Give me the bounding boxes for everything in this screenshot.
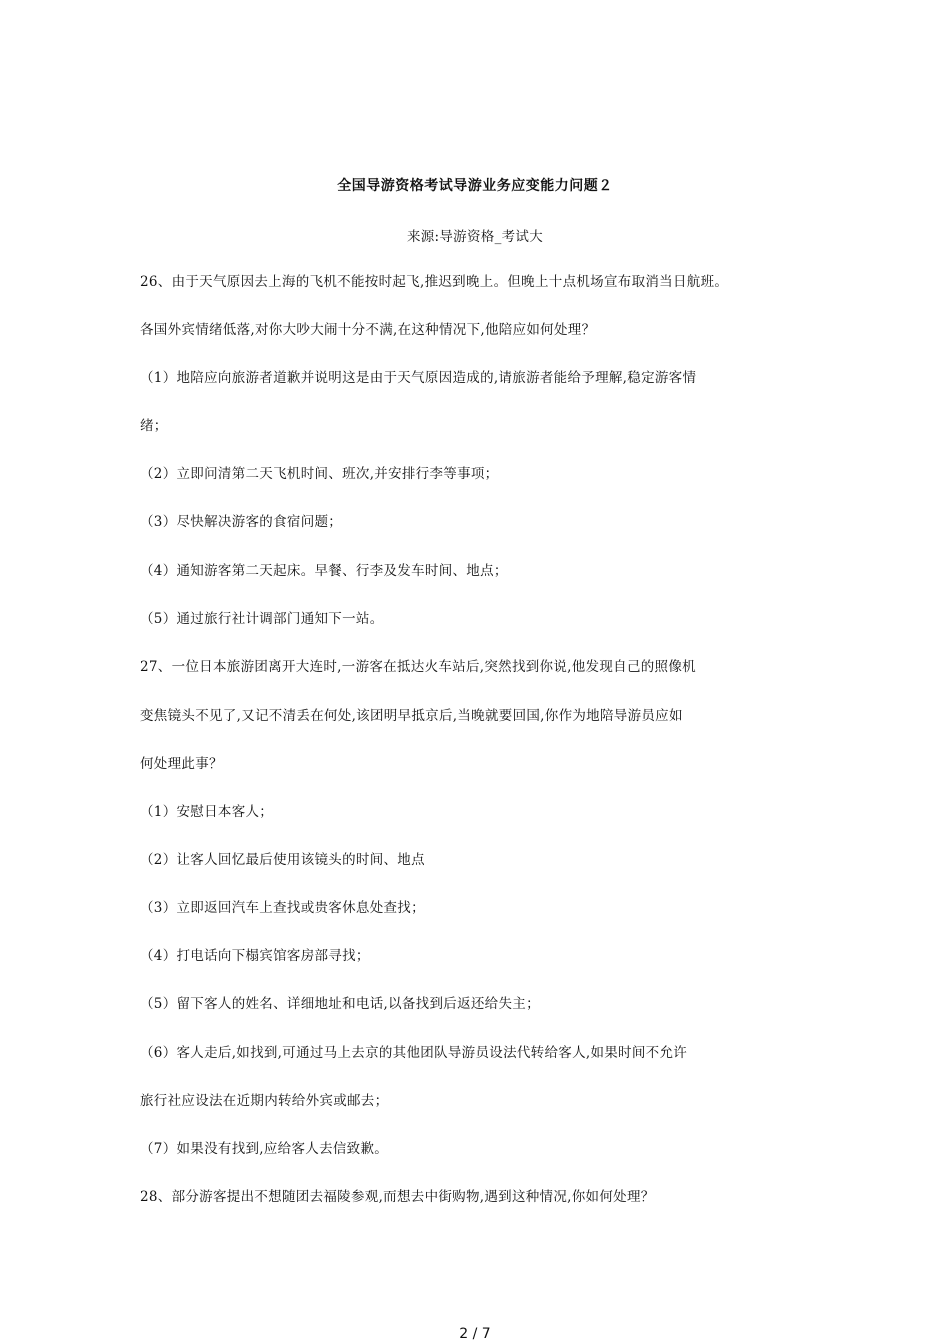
paragraph-line: 28、部分游客提出不想随团去福陵参观,而想去中街购物,遇到这种情况,你如何处理？ <box>140 1189 655 1205</box>
paragraph-line: （4）打电话向下榻宾馆客房部寻找； <box>140 948 370 964</box>
paragraph-line: （3）尽快解决游客的食宿问题； <box>140 514 343 530</box>
document-title: 全国导游资格考试导游业务应变能力问题２ <box>337 178 613 194</box>
paragraph-line: 绪； <box>140 418 168 434</box>
paragraph-line: 各国外宾情绪低落,对你大吵大闹十分不满,在这种情况下,他陪应如何处理？ <box>140 322 596 338</box>
paragraph-line: 26、由于天气原因去上海的飞机不能按时起飞,推迟到晚上。但晚上十点机场宣布取消当日航班。 <box>140 274 729 290</box>
paragraph-line: （4）通知游客第二天起床。早餐、行李及发车时间、地点； <box>140 563 508 579</box>
paragraph-line: （5）通过旅行社计调部门通知下一站。 <box>140 611 384 627</box>
paragraph-line: （1）安慰日本客人； <box>140 804 274 820</box>
paragraph-line: （2）让客人回忆最后使用该镜头的时间、地点 <box>140 852 425 868</box>
paragraph-line: （5）留下客人的姓名、详细地址和电话,以备找到后返还给失主； <box>140 996 540 1012</box>
paragraph-line: 何处理此事？ <box>140 756 223 772</box>
paragraph-line: （3）立即返回汽车上查找或贵客休息处查找； <box>140 900 425 916</box>
paragraph-line: 旅行社应设法在近期内转给外宾或邮去； <box>140 1093 389 1109</box>
paragraph-line: 27、一位日本旅游团离开大连时,一游客在抵达火车站后,突然找到你说,他发现自己的照像机 <box>140 659 696 675</box>
page-number: 2 / 7 <box>459 1326 491 1342</box>
paragraph-line: （1）地陪应向旅游者道歉并说明这是由于天气原因造成的,请旅游者能给予理解,稳定游客情 <box>140 370 697 386</box>
document-source: 来源:导游资格_考试大 <box>406 229 544 245</box>
paragraph-line: 变焦镜头不见了,又记不清丢在何处,该团明早抵京后,当晚就要回国,你作为地陪导游员应如 <box>140 708 683 724</box>
paragraph-line: （6）客人走后,如找到,可通过马上去京的其他团队导游员设法代转给客人,如果时间不允许 <box>140 1045 688 1061</box>
paragraph-line: （2）立即问清第二天飞机时间、班次,并安排行李等事项； <box>140 466 499 482</box>
paragraph-line: （7）如果没有找到,应给客人去信致歉。 <box>140 1141 389 1157</box>
